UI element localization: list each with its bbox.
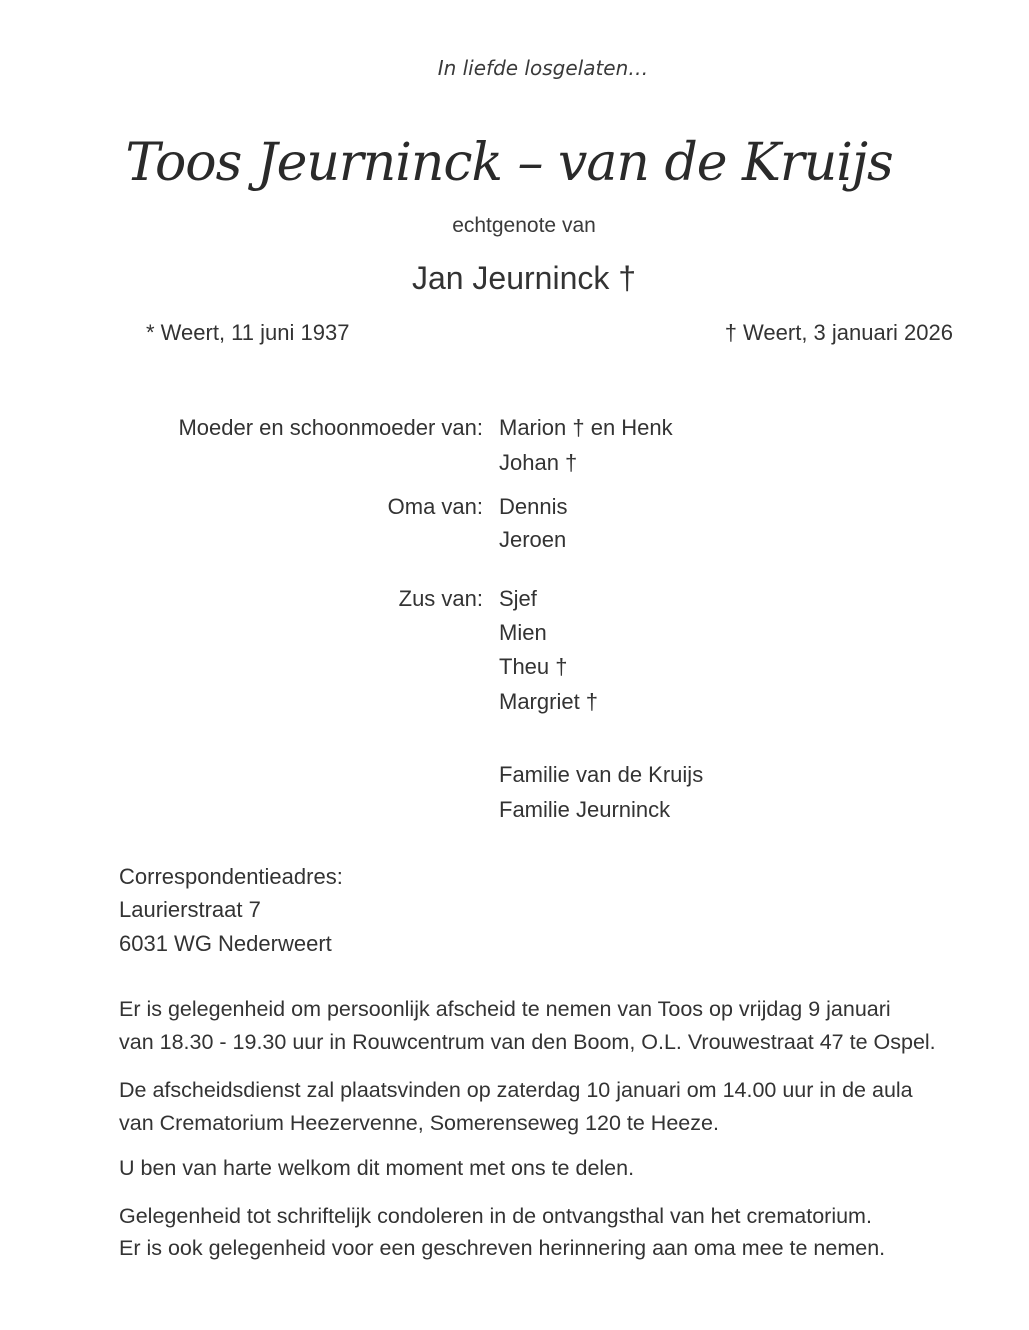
mother-label: Moeder en schoonmoeder van:	[178, 415, 483, 440]
oma-label: Oma van:	[387, 494, 483, 519]
death-date: † Weert, 3 januari 2026	[724, 320, 953, 345]
paragraph-line: Er is gelegenheid om persoonlijk afscheid te nemen van Toos op vrijdag 9 januari	[119, 997, 891, 1021]
intro-text: In liefde losgelaten…	[437, 56, 649, 80]
address-label: Correspondentieadres:	[119, 864, 343, 889]
paragraph-line: U ben van harte welkom dit moment met ons te delen.	[119, 1156, 635, 1180]
zus-of-item: Mien	[499, 620, 547, 645]
paragraph-line: van 18.30 - 19.30 uur in Rouwcentrum van den Boom, O.L. Vrouwestraat 47 te Ospel.	[119, 1030, 936, 1054]
mother-of-item: Johan †	[499, 450, 578, 475]
paragraph-line: Er is ook gelegenheid voor een geschreven herinnering aan oma mee te nemen.	[119, 1236, 886, 1260]
birth-date: * Weert, 11 juni 1937	[146, 320, 350, 345]
spouse-name: Jan Jeurninck †	[411, 260, 637, 296]
zus-of-item: Margriet †	[499, 689, 599, 714]
paragraph-line: van Crematorium Heezervenne, Somerenseweg 120 te Heeze.	[119, 1111, 719, 1135]
deceased-name: Toos Jeurninck – van de Kruijs	[125, 133, 893, 193]
paragraph-line: De afscheidsdienst zal plaatsvinden op zaterdag 10 januari om 14.00 uur in de aula	[119, 1078, 913, 1102]
family-item: Familie van de Kruijs	[499, 762, 704, 787]
paragraph-line: Gelegenheid tot schriftelijk condoleren in de ontvangsthal van het crematorium.	[119, 1204, 872, 1228]
zus-of-item: Sjef	[499, 586, 537, 611]
spouse-label: echtgenote van	[452, 214, 596, 237]
address-city: 6031 WG Nederweert	[119, 931, 332, 956]
zus-of-item: Theu †	[499, 654, 568, 679]
oma-of-item: Dennis	[499, 494, 568, 519]
zus-label: Zus van:	[398, 586, 483, 611]
mother-of-item: Marion † en Henk	[499, 415, 673, 440]
address-street: Laurierstraat 7	[119, 897, 261, 922]
family-item: Familie Jeurninck	[499, 797, 671, 822]
oma-of-item: Jeroen	[499, 527, 567, 552]
